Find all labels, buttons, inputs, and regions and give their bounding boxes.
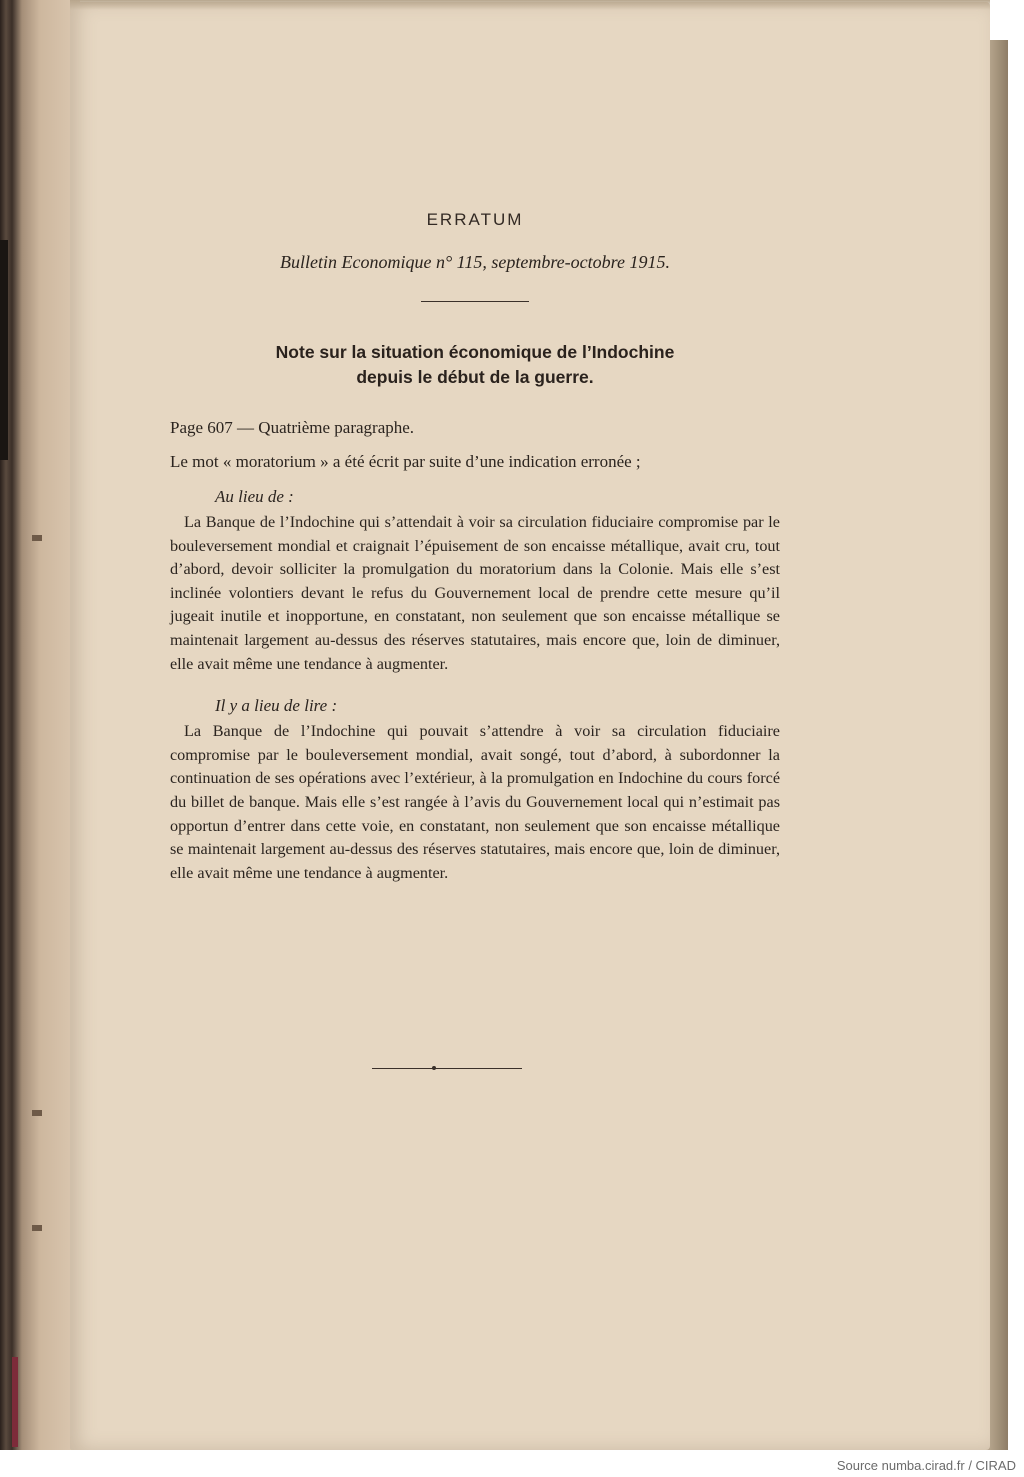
- page-top-shadow: [70, 0, 990, 10]
- book-spine: [0, 0, 80, 1450]
- margin-mark: [32, 1225, 42, 1231]
- bookmark-ribbon: [12, 1357, 18, 1447]
- label-read: Il y a lieu de lire :: [215, 696, 338, 716]
- bulletin-subtitle: Bulletin Economique n° 115, septembre-octobre 1915.: [280, 252, 670, 272]
- page-reference: Page 607 — Quatrième paragraphe.: [170, 418, 415, 437]
- end-divider-dot: [432, 1066, 436, 1070]
- erratum-heading: ERRATUM: [426, 210, 524, 229]
- title-divider: [421, 301, 529, 302]
- margin-mark: [32, 535, 42, 541]
- intro-sentence: Le mot « moratorium » a été écrit par suite d’une indication erronée ;: [170, 451, 641, 471]
- paragraph-read: La Banque de l’Indochine qui pouvait s’attendre à voir sa circulation fiduciaire compromise par le bouleversement mondial, avait songé, tout d’abord, à subordonner la continuation de ses opérations avec l’extérieur, à la promulgation en Indochine du cours forcé du billet de banque. Mais elle s’est rangée à l’avis du Gouvernement local qui n’estimait pas opportun d’entrer dans cette voie, en constatant, non seulement que son encaisse métallique se maintenait largement au-dessus des réserves statutaires, mais encore que, loin de diminuer, elle avait même une tendance à augmenter.: [170, 722, 780, 882]
- spine-shadow: [0, 240, 8, 460]
- note-title: [170, 340, 780, 390]
- source-credit: Source numba.cirad.fr / CIRAD: [836, 1458, 1016, 1473]
- end-divider: [372, 1068, 522, 1069]
- note-title-line-1: Note sur la situation économique de l’Indochine: [275, 342, 675, 362]
- document-body: [170, 210, 780, 885]
- paragraph-instead: La Banque de l’Indochine qui s’attendait à voir sa circulation fiduciaire compromise par le bouleversement mondial et craignait l’épuisement de son encaisse métallique, avait cru, tout d’abord, devoir solliciter la promulgation du moratorium dans la Colonie. Mais elle s’est inclinée volontiers devant le refus du Gouvernement local de prendre cette mesure qu’il jugeait inutile et inopportune, en constatant, non seulement que son encaisse métallique se maintenait largement au-dessus des réserves statutaires, mais encore que, loin de diminuer, elle avait même une tendance à augmenter.: [170, 513, 780, 673]
- margin-mark: [32, 1110, 42, 1116]
- note-title-line-2: depuis le début de la guerre.: [356, 367, 594, 387]
- label-instead: Au lieu de :: [215, 487, 294, 506]
